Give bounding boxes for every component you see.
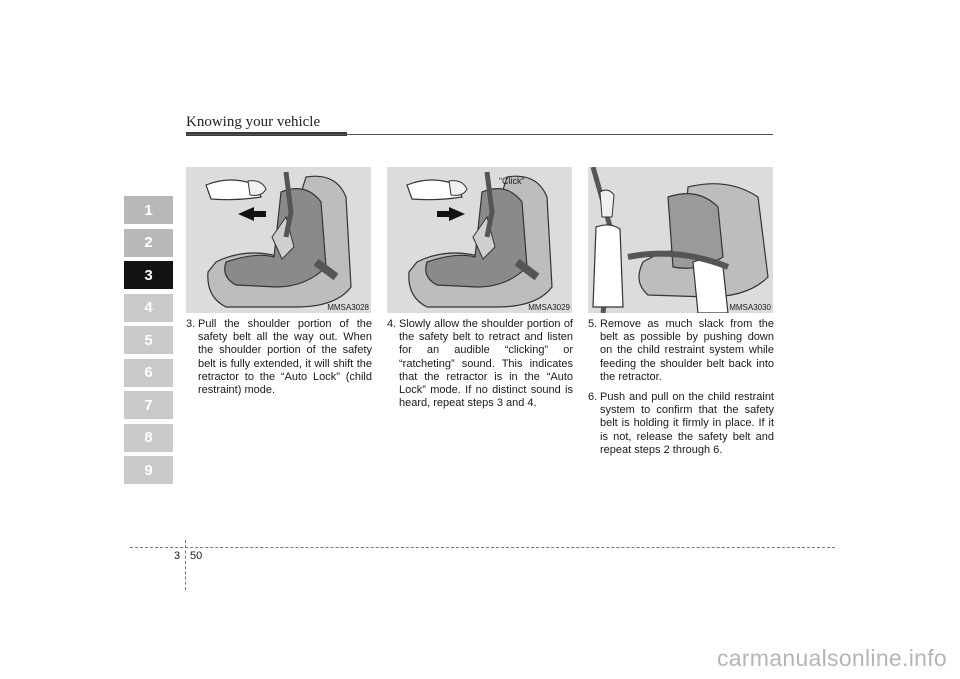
arrow-left-icon: [238, 207, 266, 221]
chapter-tab-6[interactable]: 6: [124, 359, 173, 387]
chapter-tab-8[interactable]: 8: [124, 424, 173, 452]
step-number: 4.: [387, 318, 397, 330]
step-3: [186, 318, 372, 397]
step-text: Pull the shoulder portion of the safety belt all the way out. When the shoulder portion of the safety belt is fully extended, it will shift the retractor to the “Auto Lock” (child restraint) mode.: [198, 318, 372, 397]
footer-divider: [185, 540, 186, 590]
chapter-tab-5[interactable]: 5: [124, 326, 173, 354]
text-column-3: [588, 318, 774, 464]
figure-code: MMSA3029: [528, 303, 570, 312]
click-sound-label: “Click”: [499, 176, 525, 186]
step-number: 5.: [588, 318, 598, 330]
footer-chapter-number: 3: [174, 550, 181, 562]
watermark: carmanualsonline.info: [716, 645, 947, 671]
step-4: [387, 318, 573, 410]
figure-pull-belt: [186, 167, 371, 313]
chapter-tab-4[interactable]: 4: [124, 294, 173, 322]
chapter-tab-3[interactable]: 3: [124, 261, 173, 289]
page-header-title: Knowing your vehicle: [186, 114, 321, 130]
child-seat-illustration-2: [387, 167, 572, 313]
step-6: [588, 391, 774, 457]
chapter-index: [124, 196, 173, 489]
child-seat-illustration-1: [186, 167, 371, 313]
step-5: [588, 318, 774, 384]
text-column-2: [387, 318, 573, 417]
chapter-tab-2[interactable]: 2: [124, 229, 173, 257]
arrow-right-icon: [437, 207, 465, 221]
step-text: Push and pull on the child restraint system to confirm that the safety belt is holding it firmly in place. If it is not, release the safety belt and repeat steps 2 through 6.: [600, 391, 774, 456]
figure-push-down: [588, 167, 773, 313]
step-text: Remove as much slack from the belt as possible by pushing down on the child restraint system while feeding the shoulder belt back into the retractor.: [600, 318, 774, 383]
step-number: 6.: [588, 391, 598, 404]
chapter-tab-7[interactable]: 7: [124, 391, 173, 419]
figure-code: MMSA3030: [729, 303, 771, 312]
figure-code: MMSA3028: [327, 303, 369, 312]
footer-rule: [130, 547, 835, 548]
step-text: Slowly allow the shoulder portion of the safety belt to retract and listen for an audible “clicking” or “ratcheting” sound. This indicates that the retractor is in the “Auto Lock” mode. If no distinct sound is heard, repeat steps 3 and 4.: [399, 318, 573, 410]
header-rule: [186, 134, 773, 135]
child-seat-illustration-3: [588, 167, 773, 313]
footer-page-number: 50: [190, 550, 203, 562]
chapter-tab-1[interactable]: 1: [124, 196, 173, 224]
chapter-tab-9[interactable]: 9: [124, 456, 173, 484]
step-number: 3.: [186, 318, 196, 330]
text-column-1: [186, 318, 372, 404]
figure-retract-belt: [387, 167, 572, 313]
